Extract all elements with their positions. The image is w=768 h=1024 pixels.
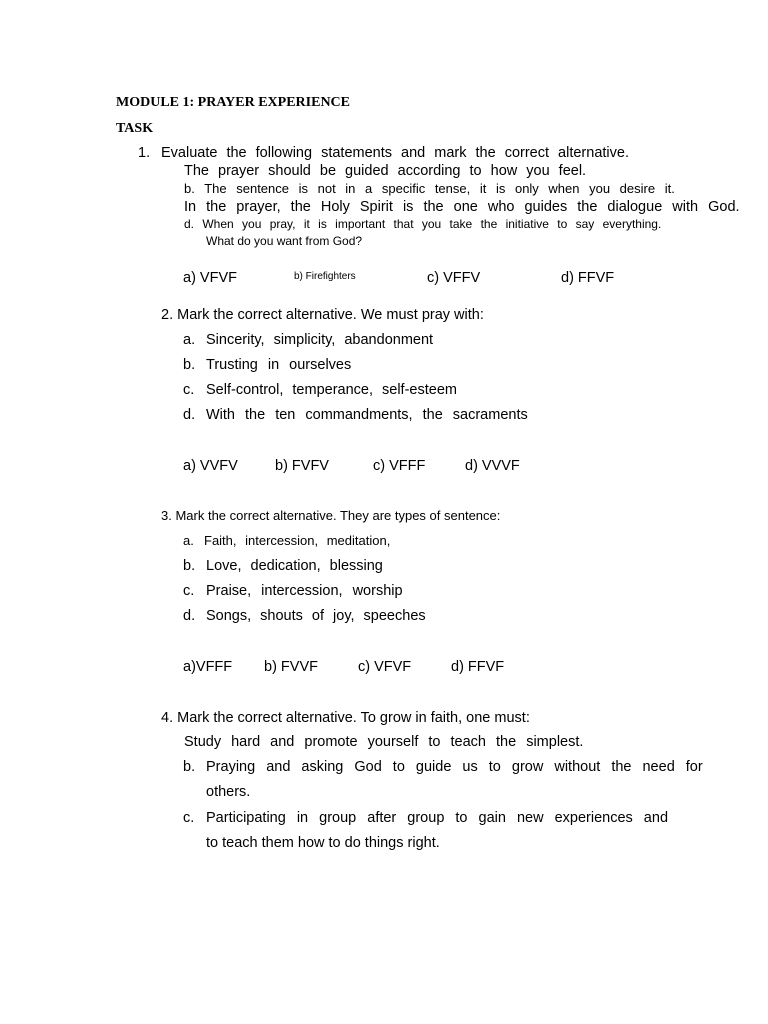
q1-item-c: In the prayer, the Holy Spirit is the one who guides the dialogue with God. — [184, 199, 740, 215]
q1-item-b: b. The sentence is not in a specific tense, it is only when you desire it. — [184, 181, 675, 196]
q2-answer-a: a) VVFV — [183, 458, 238, 474]
module-title: MODULE 1: PRAYER EXPERIENCE — [116, 95, 351, 110]
q2-answer-d: d) VVVF — [465, 458, 520, 474]
q2-item-c: Self-control, temperance, self-esteem — [206, 382, 457, 398]
q3-answer-b: b) FVVF — [264, 659, 318, 675]
q3-item-d: Songs, shouts of joy, speeches — [206, 608, 426, 624]
q4-item-b: Praying and asking God to guide us to grow without the need for — [206, 759, 703, 775]
q2-letter-c: c. — [183, 382, 195, 398]
q3-answer-d: d) FFVF — [451, 659, 505, 675]
q2-item-d: With the ten commandments, the sacraments — [206, 407, 528, 423]
q4-letter-c: c. — [183, 810, 195, 826]
q3-letter-d: d. — [183, 608, 196, 624]
q4-prompt: 4. Mark the correct alternative. To grow in faith, one must: — [161, 710, 530, 726]
q1-answer-a: a) VFVF — [183, 270, 237, 286]
q1-number: 1. — [138, 145, 151, 161]
q3-item-b: Love, dedication, blessing — [206, 558, 383, 574]
q3-item-c: Praise, intercession, worship — [206, 583, 403, 599]
q2-answer-c: c) VFFF — [373, 458, 426, 474]
q1-item-d: d. When you pray, it is important that you take the initiative to say everything. — [184, 217, 662, 231]
q4-letter-b: b. — [183, 759, 196, 775]
q3-letter-c: c. — [183, 583, 195, 599]
q1-extra-line: What do you want from God? — [206, 234, 363, 248]
q1-prompt: Evaluate the following statements and mark the correct alternative. — [161, 145, 629, 161]
q3-letter-a: a. — [183, 533, 194, 548]
q4-item-b-cont: others. — [206, 784, 251, 800]
q3-item-a: Faith, intercession, meditation, — [204, 533, 391, 548]
q1-answer-b: b) Firefighters — [294, 271, 356, 282]
q4-item-a: Study hard and promote yourself to teach the simplest. — [184, 734, 584, 750]
q3-answer-a: a)VFFF — [183, 659, 233, 675]
q2-letter-d: d. — [183, 407, 196, 423]
q3-answer-c: c) VFVF — [358, 659, 412, 675]
q2-item-b: Trusting in ourselves — [206, 357, 352, 373]
q2-letter-a: a. — [183, 332, 196, 348]
q2-item-a: Sincerity, simplicity, abandonment — [206, 332, 434, 348]
q2-letter-b: b. — [183, 357, 196, 373]
q4-item-c-cont: to teach them how to do things right. — [206, 835, 440, 851]
q3-prompt: 3. Mark the correct alternative. They are types of sentence: — [161, 508, 501, 523]
q1-answer-d: d) FFVF — [561, 270, 615, 286]
q3-letter-b: b. — [183, 558, 196, 574]
q1-item-a: The prayer should be guided according to how you feel. — [184, 163, 587, 179]
q4-item-c: Participating in group after group to gain new experiences and — [206, 810, 669, 826]
task-label: TASK — [116, 121, 154, 136]
q2-prompt: 2. Mark the correct alternative. We must pray with: — [161, 307, 484, 323]
q2-answer-b: b) FVFV — [275, 458, 329, 474]
q1-answer-c: c) VFFV — [427, 270, 481, 286]
